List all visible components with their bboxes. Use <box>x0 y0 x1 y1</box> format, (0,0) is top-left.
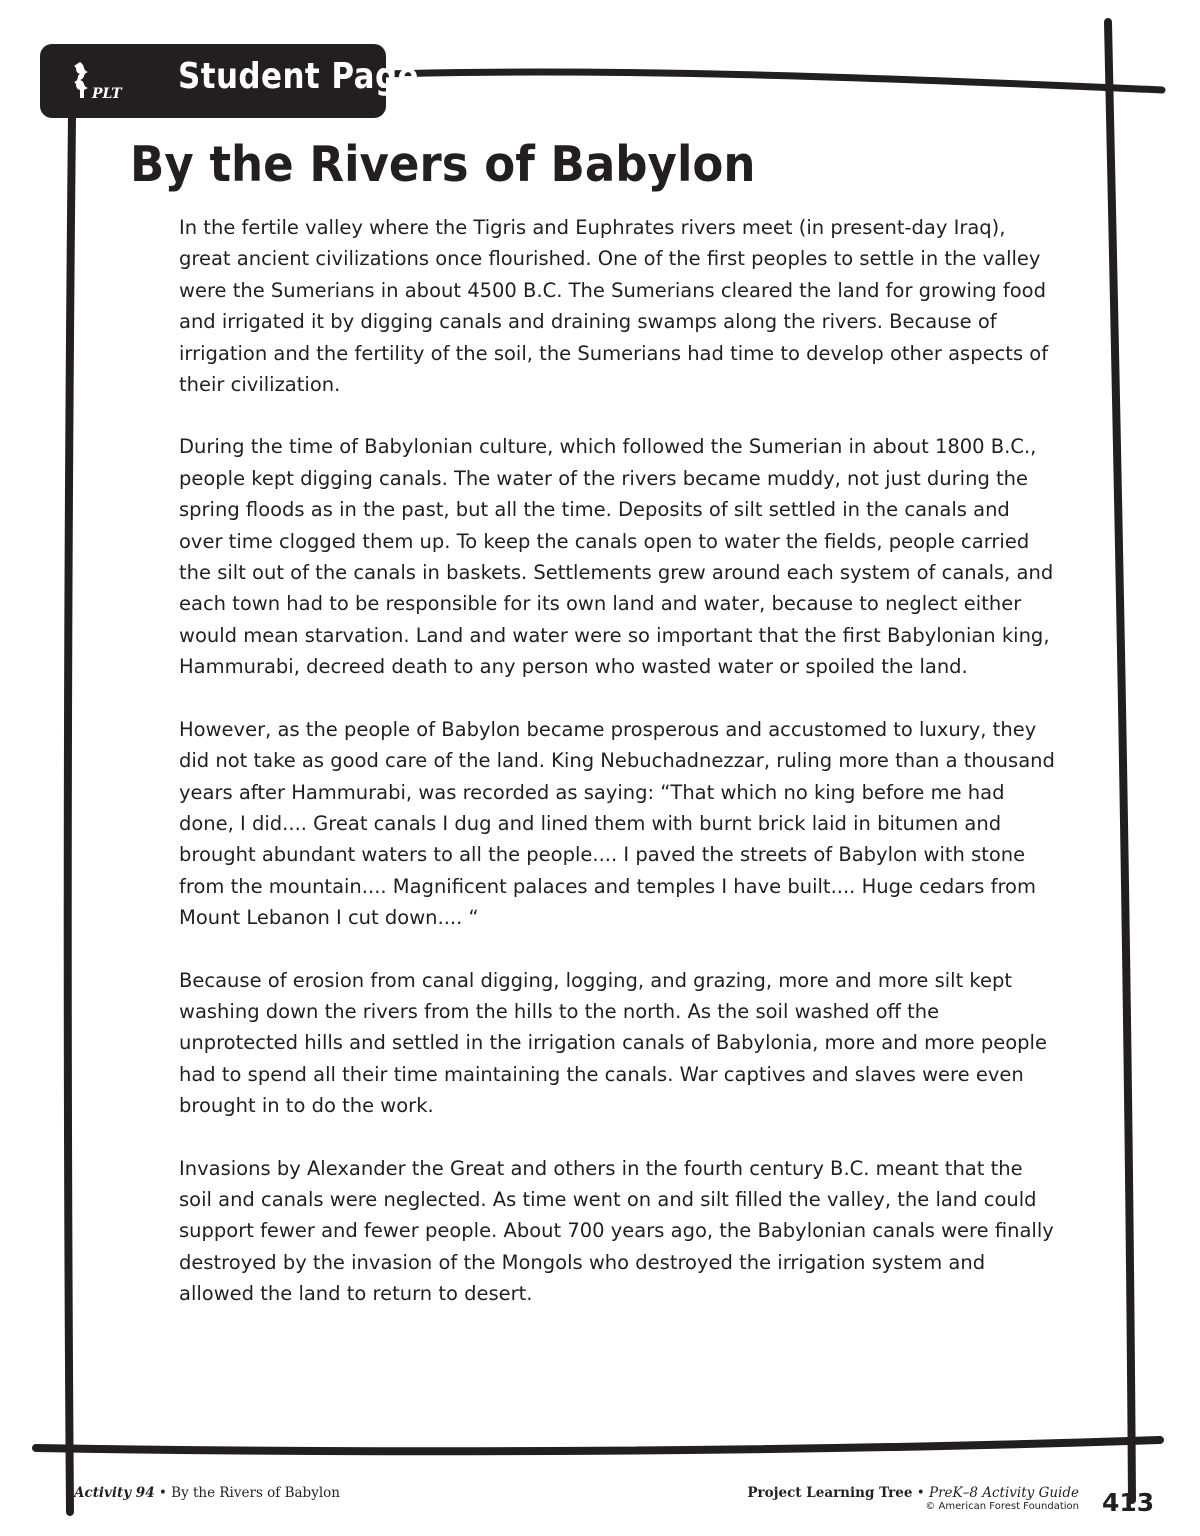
student-page-tab <box>40 44 419 118</box>
paragraph-3: However, as the people of Babylon became prosperous and accustomed to luxury, they did not take as good care of the land. King Nebuchadnezzar, ruling more than a thousand years after Hammurabi, was recorded as saying: “That which no king before me had done, I did.... Great canals I dug and lined them with burnt brick laid in bitumen and brought abundant waters to all the people.... I paved the streets of Babylon with stone from the mountain.... Magnificent palaces and temples I have built.... Huge cedars from Mount Lebanon I cut down.... “ <box>179 717 1055 930</box>
paragraph-1: In the fertile valley where the Tigris and Euphrates rivers meet (in present-day Iraq), great ancient civilizations once flourished. One of the first peoples to settle in the valley were the Sumerians in about 4500 B.C. The Sumerians cleared the land for growing food and irrigated it by digging canals and draining swamps along the rivers. Because of irrigation and the fertility of the soil, the Sumerians had time to develop other aspects of their civilization. <box>179 216 1049 397</box>
page-number: 413 <box>1102 1488 1155 1517</box>
page-title: By the Rivers of Babylon <box>130 136 756 193</box>
tree-logo-icon <box>72 60 162 102</box>
footer-publisher <box>747 1485 1079 1513</box>
activity-title: By the Rivers of Babylon <box>171 1485 340 1501</box>
copyright-line: © American Forest Foundation <box>925 1501 1079 1512</box>
publisher-name: Project Learning Tree <box>747 1485 913 1501</box>
footer-publisher-line <box>747 1485 1079 1501</box>
paragraph-5: Invasions by Alexander the Great and others in the fourth century B.C. meant that the soil and canals were neglected. As time went on and silt filled the valley, the land could support fewer and fewer people. About 700 years ago, the Babylonian canals were finally destroyed by the invasion of the Mongols who destroyed the irrigation system and allowed the land to return to desert. <box>179 1156 1054 1306</box>
article-body <box>179 212 1059 1341</box>
footer-separator-2: • <box>912 1485 929 1501</box>
paragraph-4: Because of erosion from canal digging, logging, and grazing, more and more silt kept washing down the rivers from the hills to the north. As the soil washed off the unprotected hills and settled in the irrigation canals of Babylonia, more and more people had to spend all their time maintaining the canals. War captives and slaves were even brought in to do the work. <box>179 968 1047 1118</box>
logo-text: PLT <box>92 86 122 102</box>
activity-number: Activity 94 <box>74 1485 155 1501</box>
paragraph-2: During the time of Babylonian culture, which followed the Sumerian in about 1800 B.C., people kept digging canals. The water of the rivers became muddy, not just during the spring floods as in the past, but all the time. Deposits of silt settled in the canals and over time clogged them up. To keep the canals open to water the fields, people carried the silt out of the canals in baskets. Settlements grew around each system of canals, and each town had to be responsible for its own land and water, because to neglect either would mean starvation. Land and water were so important that the first Babylonian king, Hammurabi, decreed death to any person who wasted water or spoiled the land. <box>179 435 1054 679</box>
student-page-label: Student Page <box>178 56 419 97</box>
footer-activity <box>74 1485 340 1501</box>
guide-name: PreK–8 Activity Guide <box>928 1485 1079 1501</box>
footer-separator: • <box>154 1485 172 1501</box>
